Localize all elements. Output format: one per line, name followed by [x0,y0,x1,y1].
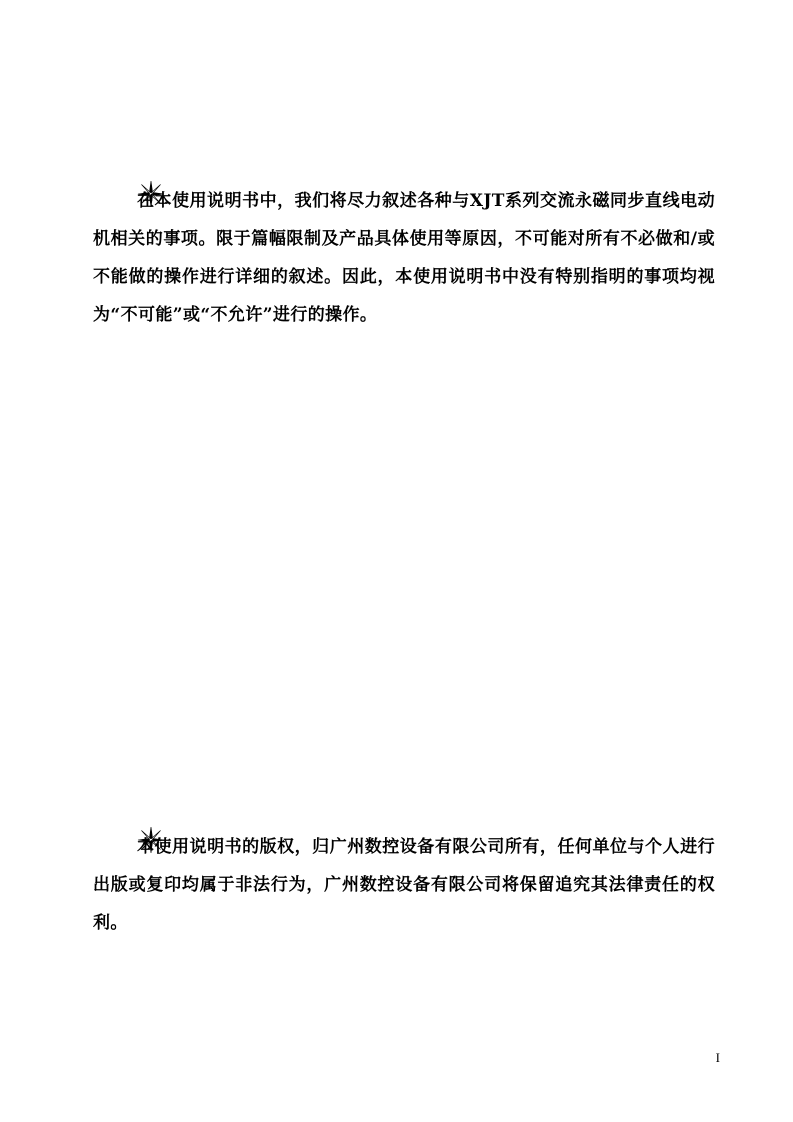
copyright-paragraph: 本使用说明书的版权，归广州数控设备有限公司所有，任何单位与个人进行出版或复印均属于非法行为，广州数控设备有限公司将保留追究其法律责任的权利。 [93,837,715,933]
page-number: I [715,1050,720,1065]
notice-paragraph: 在本使用说明书中，我们将尽力叙述各种与XJT系列交流永磁同步直线电动机相关的事项。限于篇幅限制及产品具体使用等原因，不可能对所有不必做和/或不能做的操作进行详细的叙述。因此，本使用说明书中没有特别指明的事项均视为“不可能”或“不允许”进行的操作。 [93,191,715,325]
